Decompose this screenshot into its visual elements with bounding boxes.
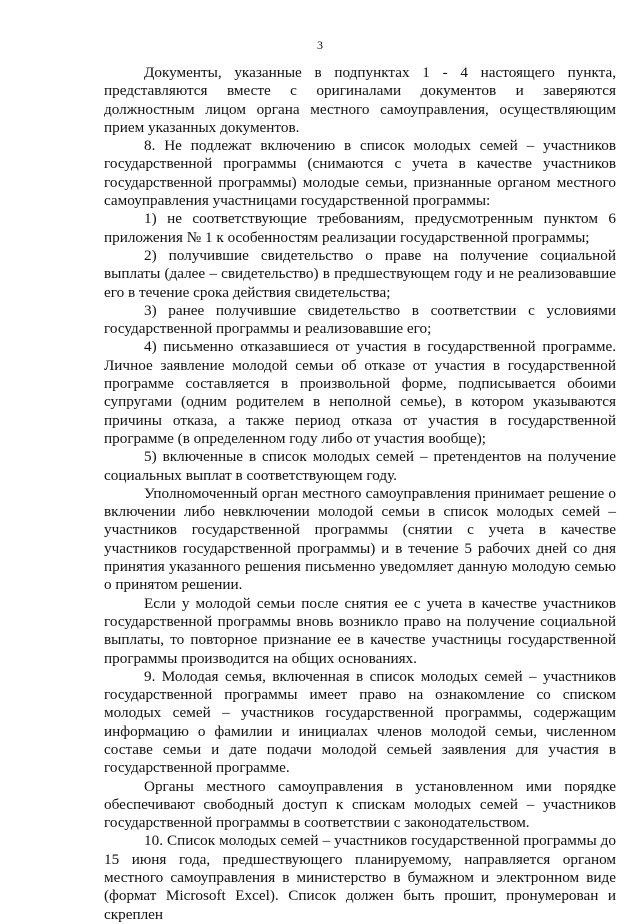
paragraph-re-admission: Если у молодой семьи после снятия ее с учета в качестве участников государственной программы вновь возникло право на получение социальной выплаты, то повторное признание ее в качестве участницы государственной программы производится на общих основаниях.	[104, 594, 616, 667]
document-body	[104, 64, 616, 924]
paragraph-item-8-5: 5) включенные в список молодых семей – претендентов на получение социальных выплат в соответствующем году.	[104, 448, 616, 484]
paragraph-decision: Уполномоченный орган местного самоуправления принимает решение о включении либо невключении молодой семьи в список молодых семей – участников государственной программы (снятии с учета в качестве участников государственной программы) и в течение 5 рабочих дней со дня принятия указанного решения письменно уведомляет данную молодую семью о принятом решении.	[104, 484, 616, 594]
page-number: 3	[317, 38, 323, 52]
paragraph-item-9: 9. Молодая семья, включенная в список молодых семей – участников государственной программы имеет право на ознакомление со списком молодых семей – участников государственной программы, содержащим информацию о фамилии и инициалах членов молодой семьи, численном составе семьи и дате подачи молодой семьей заявления для участия в государственной программе.	[104, 667, 616, 777]
paragraph-documents-certification: Документы, указанные в подпунктах 1 - 4 настоящего пункта, представляются вместе с оригиналами документов и заверяются должностным лицом органа местного самоуправления, осуществляющим прием указанных документов.	[104, 64, 616, 136]
paragraph-item-8-1: 1) не соответствующие требованиям, предусмотренным пунктом 6 приложения № 1 к особенностям реализации государственной программы;	[104, 210, 616, 246]
paragraph-item-10: 10. Список молодых семей – участников государственной программы до 15 июня года, предшествующего планируемому, направляется органом местного самоуправления в министерство в бумажном и электронном виде (формат Microsoft Excel). Список должен быть прошит, пронумерован и скреплен	[104, 832, 616, 923]
paragraph-item-8-4: 4) письменно отказавшиеся от участия в государственной программе. Личное заявление молодой семьи об отказе от участия в государственной программе составляется в произвольной форме, подписывается обоими супругами (одним родителем в неполной семье), в котором указываются причины отказа, а также период отказа от участия в государственной программе (в определенном году либо от участия вообще);	[104, 338, 616, 447]
paragraph-free-access: Органы местного самоуправления в установленном ими порядке обеспечивают свободный доступ к спискам молодых семей – участников государственной программы в соответствии с законодательством.	[104, 777, 616, 832]
paragraph-item-8-2: 2) получившие свидетельство о праве на получение социальной выплаты (далее – свидетельство) в предшествующем году и не реализовавшие его в течение срока действия свидетельства;	[104, 246, 616, 301]
paragraph-item-8: 8. Не подлежат включению в список молодых семей – участников государственной программы (снимаются с учета в качестве участников государственной программы) молодые семьи, признанные органом местного самоуправления участницами государственной программы:	[104, 137, 616, 210]
paragraph-item-8-3: 3) ранее получившие свидетельство в соответствии с условиями государственной программы и реализовавшие его;	[104, 301, 616, 338]
